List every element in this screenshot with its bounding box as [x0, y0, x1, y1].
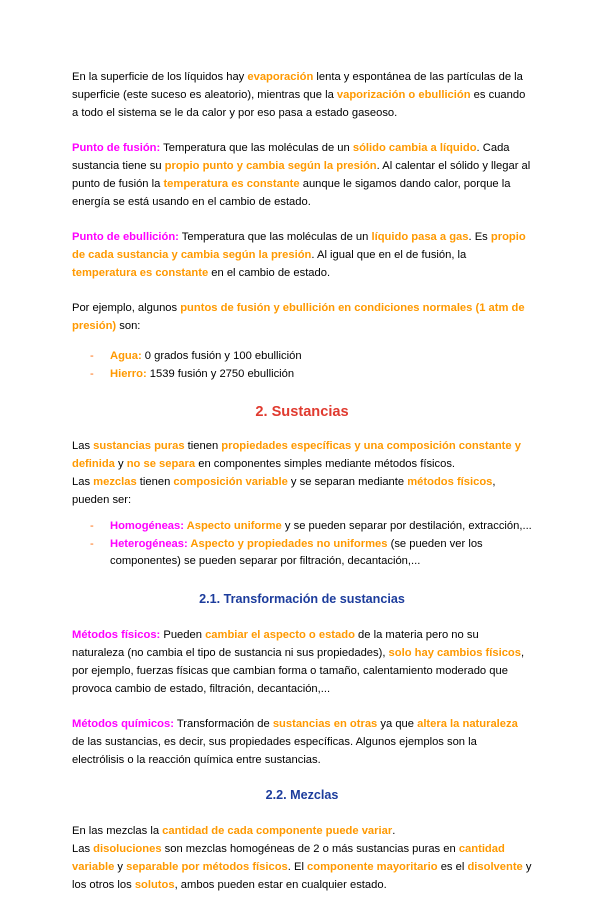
- keyword: propiedades específicas y una composición constante y definida: [72, 440, 521, 470]
- keyword: temperatura es constante: [163, 178, 300, 190]
- text: Transformación de: [173, 718, 273, 730]
- text: y los otros los: [72, 861, 532, 891]
- keyword: mezclas: [93, 476, 137, 488]
- bullet-dash: -: [90, 520, 94, 532]
- term: Homogéneas:: [110, 520, 184, 532]
- text: .: [392, 825, 396, 837]
- keyword: cantidad variable: [72, 843, 505, 873]
- subsection-heading: 2.1. Transformación de sustancias: [199, 592, 405, 606]
- section-heading: 2. Sustancias: [255, 404, 349, 420]
- keyword: evaporación: [247, 71, 314, 83]
- keyword: separable por métodos físicos: [126, 861, 288, 873]
- keyword: no se separa: [126, 458, 196, 470]
- text: Temperatura que las moléculas de un: [160, 142, 353, 154]
- text: Por ejemplo, algunos: [72, 302, 181, 314]
- text: Las: [72, 843, 94, 855]
- keyword: propio punto y cambia según la presión: [164, 160, 377, 172]
- text: (se pueden ver los componentes) se pueden separar por filtración, decantación,...: [110, 538, 483, 567]
- text: tienen: [136, 476, 174, 488]
- text: . Es: [468, 231, 491, 243]
- text: y: [114, 458, 127, 470]
- text: y: [114, 861, 127, 873]
- keyword: disoluciones: [93, 843, 162, 855]
- term: Hierro:: [110, 368, 147, 380]
- text: . Cada sustancia tiene su: [72, 142, 510, 172]
- keyword: sustancias puras: [93, 440, 185, 452]
- keyword: solo hay cambios físicos: [388, 647, 521, 659]
- keyword: propio de cada sustancia y cambia según la presión: [72, 231, 526, 261]
- intro-paragraph: [72, 68, 532, 122]
- text: ya que: [377, 718, 418, 730]
- text: , por ejemplo, fuerzas físicas que cambian forma o tamaño, calentamiento moderado que provoca cambio de estado, filtración, decantación,...: [72, 647, 525, 695]
- text: Temperatura que las moléculas de un: [178, 231, 372, 243]
- text: En la superficie de los líquidos hay: [72, 71, 248, 83]
- term: Heterogéneas:: [110, 538, 188, 550]
- text: y se separan mediante: [287, 476, 408, 488]
- fisicos-paragraph: [72, 626, 532, 698]
- term: Métodos químicos:: [72, 718, 174, 730]
- text: , pueden ser:: [72, 476, 496, 506]
- term: Punto de fusión:: [72, 142, 161, 154]
- text: son mezclas homogéneas de 2 o más sustancias puras en: [161, 843, 459, 855]
- text: es el: [437, 861, 468, 873]
- keyword: cantidad de cada componente puede variar: [162, 825, 393, 837]
- keyword: disolvente: [467, 861, 523, 873]
- keyword: puntos de fusión y ebullición en condiciones normales (1 atm de presión): [72, 302, 525, 332]
- text: En las mezclas la: [72, 825, 163, 837]
- ebullicion-paragraph: [72, 228, 532, 282]
- quimicos-paragraph: [72, 715, 532, 769]
- bullet-dash: -: [90, 538, 94, 550]
- keyword: Aspecto uniforme: [183, 520, 282, 532]
- ejemplo-paragraph: [72, 299, 532, 335]
- keyword: altera la naturaleza: [417, 718, 518, 730]
- keyword: componente mayoritario: [307, 861, 438, 873]
- text: , ambos pueden estar en cualquier estado.: [174, 879, 387, 891]
- text: . Al calentar el sólido y llegar al punto de fusión la: [72, 160, 531, 190]
- text: 0 grados fusión y 100 ebullición: [141, 350, 302, 362]
- text: Las: [72, 440, 94, 452]
- text: en el cambio de estado.: [208, 267, 331, 279]
- term: Métodos físicos:: [72, 629, 161, 641]
- subsection-heading: 2.2. Mezclas: [265, 788, 339, 802]
- keyword: cambiar el aspecto o estado: [205, 629, 355, 641]
- text: de la materia pero no su naturaleza (no cambia el tipo de sustancia ni sus propiedades),: [72, 629, 479, 659]
- text: son:: [116, 320, 141, 332]
- text: lenta y espontánea de las partículas de la superficie (este suceso es aleatorio), mientras que la: [72, 71, 523, 101]
- keyword: Aspecto y propiedades no uniformes: [187, 538, 388, 550]
- text: es cuando a todo el sistema se le da calor y por eso pasa a estado gaseoso.: [72, 89, 526, 119]
- text: tienen: [184, 440, 222, 452]
- keyword: vaporización o ebullición: [336, 89, 471, 101]
- keyword: solutos: [134, 879, 175, 891]
- mixture-types-list: [72, 518, 532, 570]
- keyword: sólido cambia a líquido: [352, 142, 477, 154]
- mezclas-paragraph: [72, 822, 532, 894]
- list-item: [72, 348, 532, 365]
- keyword: temperatura es constante: [72, 267, 209, 279]
- keyword: métodos físicos: [407, 476, 493, 488]
- list-item: [72, 366, 532, 383]
- fusion-paragraph: [72, 139, 532, 211]
- bullet-dash: -: [90, 368, 94, 380]
- term: Agua:: [110, 350, 142, 362]
- keyword: líquido pasa a gas: [371, 231, 469, 243]
- examples-list: [72, 348, 532, 383]
- text: . El: [287, 861, 308, 873]
- text: en componentes simples mediante métodos físicos.: [195, 458, 456, 470]
- bullet-dash: -: [90, 350, 94, 362]
- list-item: [72, 536, 532, 570]
- text: Pueden: [160, 629, 206, 641]
- text: Las: [72, 476, 94, 488]
- keyword: sustancias en otras: [272, 718, 378, 730]
- term: Punto de ebullición:: [72, 231, 179, 243]
- text: aunque le sigamos dando calor, porque la energía se está usando en el cambio de estado.: [72, 178, 511, 208]
- sustancias-paragraph: [72, 437, 532, 509]
- list-item: [72, 518, 532, 535]
- keyword: composición variable: [173, 476, 288, 488]
- text: de las sustancias, es decir, sus propiedades específicas. Algunos ejemplos son la electrólisis o la reacción química entre sustancias.: [72, 736, 477, 766]
- document-page: [72, 68, 532, 911]
- text: y se pueden separar por destilación, extracción,...: [281, 520, 532, 532]
- text: . Al igual que en el de fusión, la: [311, 249, 467, 261]
- text: 1539 fusión y 2750 ebullición: [146, 368, 295, 380]
